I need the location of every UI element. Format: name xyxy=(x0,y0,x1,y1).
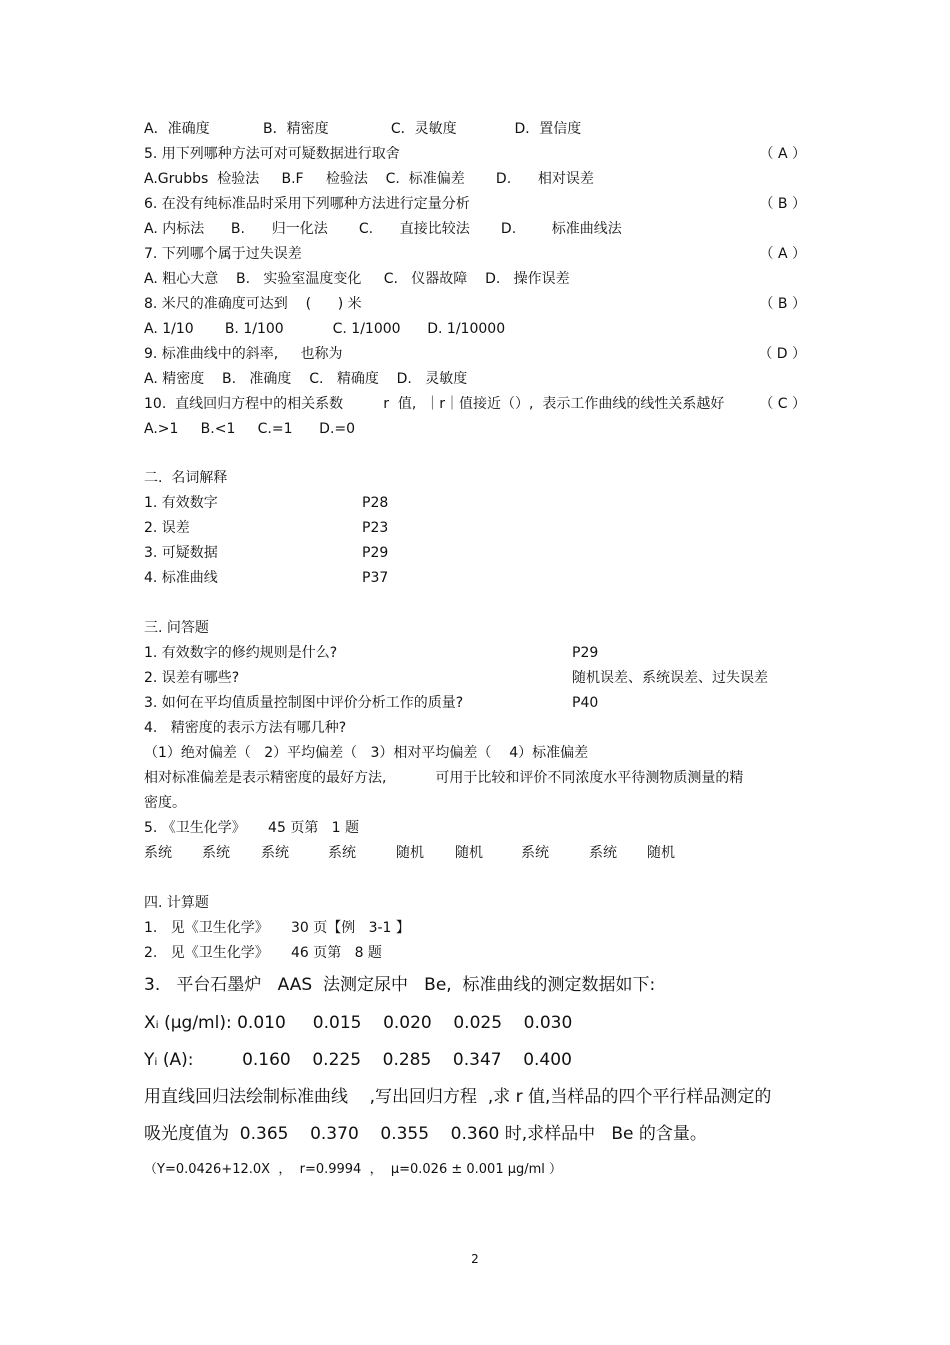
mcq-9-answer: （ D ） xyxy=(758,346,806,362)
term-4-page: P37 xyxy=(362,570,389,586)
qa-4-answer-line-1: （1）绝对偏差（ 2）平均偏差（ 3）相对平均偏差（ 4）标准偏差 xyxy=(144,745,589,761)
mcq-7-options: A. 粗心大意 B. 实验室温度变化 C. 仪器故障 D. 操作误差 xyxy=(144,271,570,287)
calc-3-title: 3. 平台石墨炉 AAS 法测定尿中 Be, 标准曲线的测定数据如下: xyxy=(144,975,656,995)
mcq-9-question: 9. 标准曲线中的斜率, 也称为 xyxy=(144,346,343,362)
mcq-6-answer: （ B ） xyxy=(759,196,806,212)
calc-1: 1. 见《卫生化学》 30 页【例 3-1 】 xyxy=(144,920,410,936)
qa-5: 5. 《卫生化学》 45 页第 1 题 xyxy=(144,820,360,836)
calc-3-problem-line-1: 用直线回归法绘制标准曲线 ,写出回归方程 ,求 r 值,当样品的四个平行样品测定的 xyxy=(144,1087,772,1107)
qa-5-word-9: 随机 xyxy=(647,845,675,861)
mcq-6-options: A. 内标法 B. 归一化法 C. 直接比较法 D. 标准曲线法 xyxy=(144,221,622,237)
mcq-5-question: 5. 用下列哪种方法可对可疑数据进行取舍 xyxy=(144,146,400,162)
qa-3: 3. 如何在平均值质量控制图中评价分析工作的质量? xyxy=(144,695,464,711)
qa-2: 2. 误差有哪些? xyxy=(144,670,240,686)
qa-5-word-8: 系统 xyxy=(589,845,617,861)
section-2-title: 二. 名词解释 xyxy=(144,470,228,486)
page-number: 2 xyxy=(471,1252,479,1266)
mcq-8-question: 8. 米尺的准确度可达到 ( ) 米 xyxy=(144,296,362,312)
qa-5-word-3: 系统 xyxy=(261,845,289,861)
mcq-8-answer: （ B ） xyxy=(759,296,806,312)
qa-2-answer: 随机误差、系统误差、过失误差 xyxy=(572,670,768,686)
mcq-6-question: 6. 在没有纯标准品时采用下列哪种方法进行定量分析 xyxy=(144,196,470,212)
term-1: 1. 有效数字 xyxy=(144,495,218,511)
section-3-title: 三. 问答题 xyxy=(144,620,209,636)
mcq-5-options: A.Grubbs 检验法 B.F 检验法 C. 标准偏差 D. 相对误差 xyxy=(144,171,594,187)
calc-3-x-data: Xᵢ (μg/ml): 0.010 0.015 0.020 0.025 0.030 xyxy=(144,1013,573,1033)
term-2-page: P23 xyxy=(362,520,389,536)
calc-2: 2. 见《卫生化学》 46 页第 8 题 xyxy=(144,945,382,961)
term-2: 2. 误差 xyxy=(144,520,190,536)
mcq-8-options: A. 1/10 B. 1/100 C. 1/1000 D. 1/10000 xyxy=(144,321,506,337)
term-1-page: P28 xyxy=(362,495,389,511)
qa-5-word-5: 随机 xyxy=(396,845,424,861)
qa-5-word-2: 系统 xyxy=(202,845,230,861)
qa-4: 4. 精密度的表示方法有哪几种? xyxy=(144,720,347,736)
mcq-4-options: A．准确度 B．精密度 C．灵敏度 D．置信度 xyxy=(144,121,582,137)
qa-1-answer: P29 xyxy=(572,645,599,661)
mcq-10-options: A.>1 B.<1 C.=1 D.=0 xyxy=(144,421,356,437)
mcq-9-options: A. 精密度 B. 准确度 C. 精确度 D. 灵敏度 xyxy=(144,371,468,387)
qa-5-word-7: 系统 xyxy=(521,845,549,861)
qa-1: 1. 有效数字的修约规则是什么? xyxy=(144,645,338,661)
calc-3-result: （Y=0.0426+12.0X ， r=0.9994 ， μ=0.026 ± 0.001 μg/ml ） xyxy=(144,1162,563,1177)
qa-5-word-1: 系统 xyxy=(144,845,172,861)
qa-4-answer-line-2: 相对标准偏差是表示精密度的最好方法, 可用于比较和评价不同浓度水平待测物质测量的精 xyxy=(144,770,744,786)
section-4-title: 四. 计算题 xyxy=(144,895,209,911)
qa-4-answer-line-3: 密度。 xyxy=(144,795,186,811)
mcq-10-question: 10. 直线回归方程中的相关系数 r 值, ｜r｜值接近（）, 表示工作曲线的线性关系越好 xyxy=(144,396,725,412)
mcq-10-answer: （ C ） xyxy=(759,396,806,412)
qa-5-word-6: 随机 xyxy=(455,845,483,861)
term-3: 3. 可疑数据 xyxy=(144,545,218,561)
calc-3-y-data: Yᵢ (A): 0.160 0.225 0.285 0.347 0.400 xyxy=(144,1050,572,1070)
term-3-page: P29 xyxy=(362,545,389,561)
calc-3-problem-line-2: 吸光度值为 0.365 0.370 0.355 0.360 时,求样品中 Be 的含量。 xyxy=(144,1124,707,1144)
term-4: 4. 标准曲线 xyxy=(144,570,218,586)
mcq-5-answer: （ A ） xyxy=(759,146,806,162)
mcq-7-question: 7. 下列哪个属于过失误差 xyxy=(144,246,302,262)
qa-3-answer: P40 xyxy=(572,695,599,711)
mcq-7-answer: （ A ） xyxy=(759,246,806,262)
qa-5-word-4: 系统 xyxy=(328,845,356,861)
